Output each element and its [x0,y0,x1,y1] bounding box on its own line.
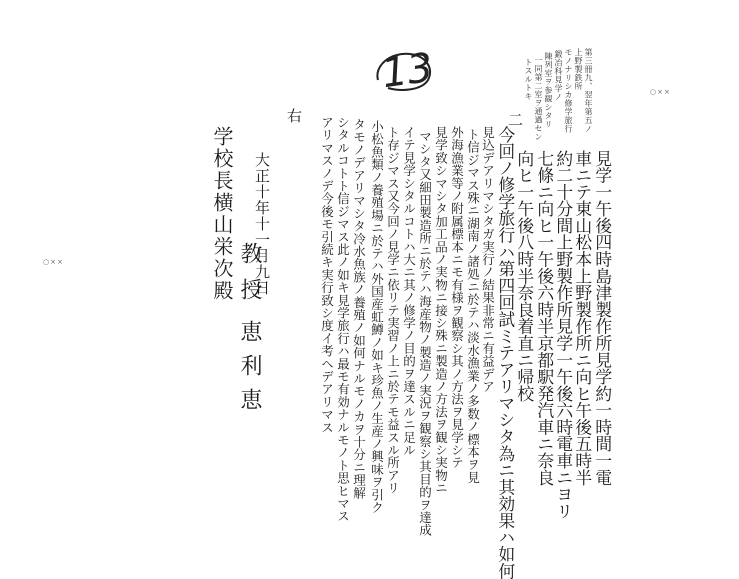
body-line: ト信ジマス殊ニ湖南ノ諸処ニ於テハ淡水漁業ノ多数ノ標本ヲ見 [465,128,481,484]
annotation-line: 上野製鉄所 [574,48,583,91]
body-line: 見学一午後四時島津製作所見学約一時間一電 [592,150,613,486]
annotation-line: モノナリシカ修学旅行 [564,48,573,133]
addressee-line: 学校長横山栄次殿 [210,126,234,302]
body-line: 車ニテ東山松本上野製作所ニ向ヒ午後五時半 [572,150,593,486]
section-mark: 二 [506,112,524,127]
body-line: 見学致シマシタ加工品ノ実物ニ接シ殊ニ製造ノ方法ヲ観シ実物ニ [433,126,449,495]
teacher-title: 教授 [237,242,262,314]
annotation-line: 鍛冶科見学ノ [554,50,563,101]
date-line: 大正十年十一月九日 [253,152,271,296]
body-line: 外海漁業等ノ附属標本ニモ有様ヲ観察シ其ノ方法ヲ見学シテ [449,126,465,469]
body-line: 今回ノ修学旅行ハ第四回試ミテアリマシタ為ニ其効果ハ如何 [495,126,516,579]
body-line: シタルコトト信ジマス此ノ如キ見学旅行ハ最モ有効ナルモノト思ヒマス [335,116,351,523]
teacher-name: 恵利恵 [237,320,262,422]
body-line: 七條ニ向ヒ一午後六時半京都駅発汽車ニ奈良 [534,150,555,486]
body-line: 小松魚類ノ養殖場ニ於テハ外国産虹鱒ノ如キ珍魚ノ生産ノ興味ヲ引ク [369,120,385,514]
page-number: 13 [379,44,436,98]
annotation-line: 一同第二室ヲ通過セン [534,56,543,141]
body-line: アリマスノデ今後モ引続キ実行致シ度イ考ヘデアリマス [319,116,335,434]
left-margin-mark: ○×× [43,258,64,266]
body-line: 向ヒ一午後八時半奈良着直ニ帰校 [514,150,535,402]
page-number-circle [372,46,436,96]
body-line: タモノデアリマシタ冷水魚族ノ養殖ノ如何ナルモノカヲ十分ニ理解 [351,118,367,499]
body-line: 約二十分間上野製作所見学一午後六時電車ニヨリ [553,150,574,520]
annotation-line: 陳列室ヲ参観シタリ [544,52,553,129]
closing-right-label: 右 [285,108,303,123]
right-margin-mark: ○×× [650,88,671,96]
annotation-line: 第三冊九、翌年第五ノ [584,48,593,133]
body-line: イテ見学シタルコトハ大ニ其ノ修学ノ目的ヲ達スルニ足ル [401,126,417,457]
body-line: ト存ジマス又今回ノ見学ニ依リテ実習ノ上ニ於テモ益スル所アリ [385,126,401,495]
body-line: 見込デアリマシタガ実行ノ結果非常ニ有益デア [480,126,496,393]
annotation-line: トスルトキ [524,58,533,101]
body-line: マシタ又細田製造所ニ於テハ海産物ノ製造ノ実況ヲ観察シ其目的ヲ達成 [417,130,433,537]
